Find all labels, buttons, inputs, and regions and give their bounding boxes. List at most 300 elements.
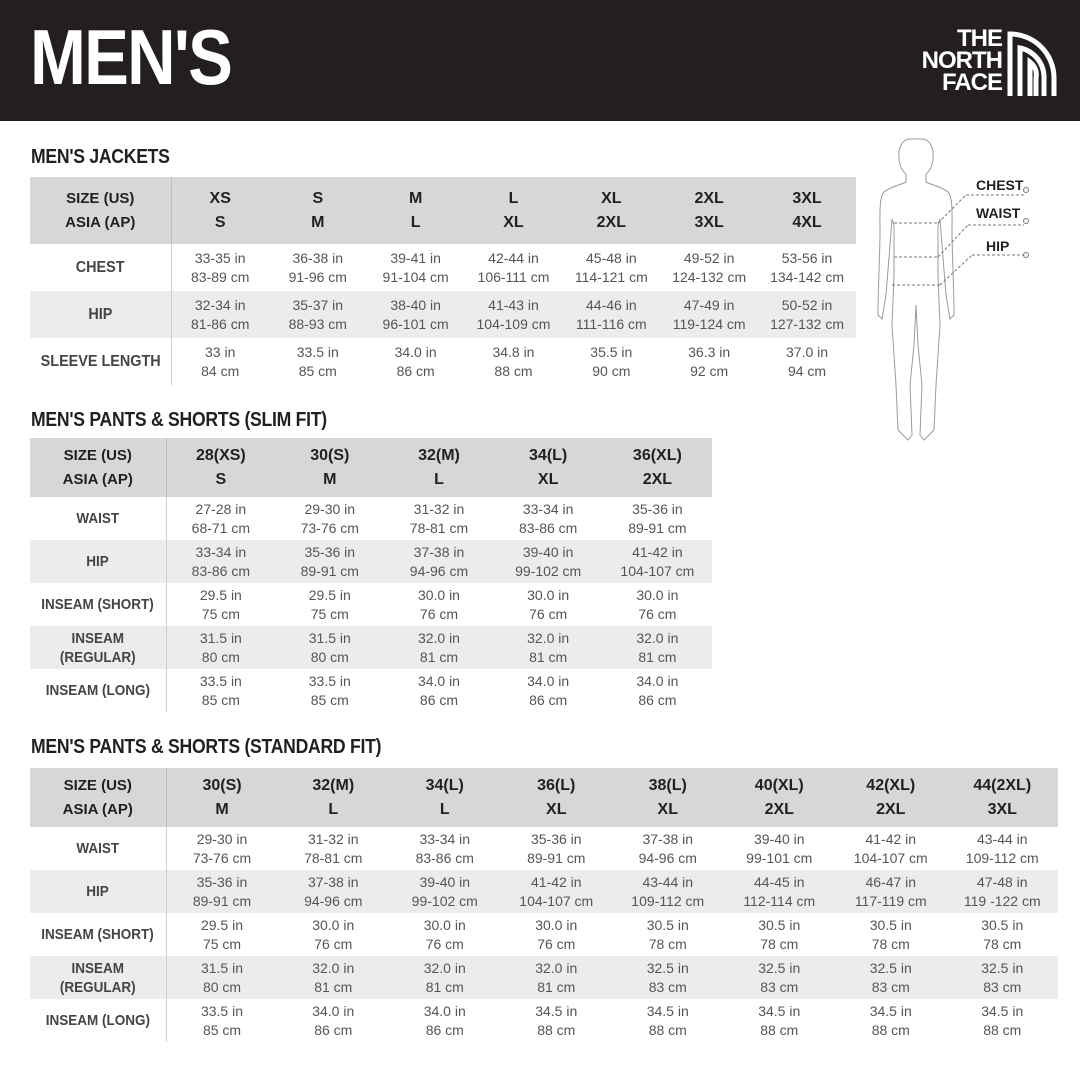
size-us: 40(XL) <box>754 776 804 794</box>
size-us: 30(S) <box>202 776 242 794</box>
measurement-inches: 41-42 in <box>865 830 917 847</box>
size-us: 28(XS) <box>195 446 246 464</box>
row-label <box>30 338 171 385</box>
measurement-cm: 78 cm <box>648 935 687 952</box>
table-row <box>30 583 712 626</box>
measurement-inches: 41-43 in <box>488 296 539 313</box>
row-label-text: INSEAM (REGULAR) <box>59 629 136 666</box>
measurement-cell <box>758 338 856 385</box>
measurement-inches: 31-32 in <box>413 500 465 517</box>
measurement-cell <box>612 827 724 870</box>
measurement-cell <box>275 540 384 583</box>
measurement-cell <box>465 244 563 291</box>
measurement-cell <box>384 583 493 626</box>
measurement-cm: 78-81 cm <box>304 849 363 866</box>
size-us: 44(2XL) <box>973 776 1032 794</box>
measurement-cell <box>494 626 603 669</box>
measurement-inches: 30.0 in <box>417 586 460 603</box>
measurement-cell <box>269 244 367 291</box>
size-ap: 3XL <box>987 800 1017 818</box>
measurement-cell <box>367 244 465 291</box>
measurement-cm: 124-132 cm <box>672 268 747 285</box>
measurement-inches: 37-38 in <box>307 873 359 890</box>
measurement-cell <box>278 870 390 913</box>
measurement-cm: 81 cm <box>537 978 576 995</box>
size-column-header <box>275 438 384 497</box>
measurement-cell <box>275 497 384 540</box>
measurement-inches: 42-44 in <box>488 249 539 266</box>
measurement-inches: 39-41 in <box>390 249 441 266</box>
size-us: 3XL <box>792 189 822 207</box>
size-column-header <box>835 768 947 827</box>
row-label <box>30 626 166 669</box>
measurement-inches: 32.0 in <box>636 629 679 646</box>
asia-ap-label: ASIA (AP) <box>62 800 133 818</box>
measurement-cm: 76 cm <box>537 935 576 952</box>
measurement-cm: 76 cm <box>425 935 464 952</box>
measurement-cm: 111-116 cm <box>575 315 647 332</box>
measurement-cm: 83-86 cm <box>518 519 578 536</box>
measurement-cm: 88 cm <box>648 1021 687 1038</box>
row-label-text: INSEAM (LONG) <box>45 1012 150 1029</box>
size-column-header <box>269 177 367 244</box>
measurement-inches: 32.0 in <box>527 629 570 646</box>
measurement-cm: 73-76 cm <box>300 519 359 536</box>
size-us: 30(S) <box>310 446 350 464</box>
measurement-cell <box>171 244 269 291</box>
measurement-inches: 32.0 in <box>417 629 460 646</box>
measurement-cm: 86 cm <box>425 1021 464 1038</box>
measurement-cell <box>166 497 275 540</box>
measurement-cell <box>166 870 278 913</box>
measurement-cm: 109-112 cm <box>631 892 705 909</box>
measurement-cm: 112-114 cm <box>743 892 816 909</box>
measurement-cell <box>494 540 603 583</box>
measurement-cell <box>384 669 493 712</box>
table-row <box>30 497 712 540</box>
measurement-cm: 78 cm <box>760 935 799 952</box>
asia-ap-label: ASIA (AP) <box>62 470 133 488</box>
size-ap: S <box>214 213 226 231</box>
table-row <box>30 870 1058 913</box>
measurement-inches: 27-28 in <box>195 500 247 517</box>
table-row <box>30 913 1058 956</box>
measurement-inches: 33-35 in <box>194 249 246 266</box>
measurement-cm: 104-107 cm <box>519 892 594 909</box>
measurement-cell <box>166 827 278 870</box>
measurement-cm: 80 cm <box>201 648 240 665</box>
size-ap: 4XL <box>792 213 822 231</box>
measurement-cell <box>603 540 712 583</box>
measurement-cell <box>501 827 613 870</box>
measurement-cell <box>603 583 712 626</box>
measurement-cell <box>166 999 278 1042</box>
measurement-inches: 33-34 in <box>522 500 574 517</box>
standard-fit-size-table <box>30 768 1059 1042</box>
measurement-inches: 36-38 in <box>292 249 344 266</box>
measurement-cell <box>724 827 836 870</box>
measurement-inches: 50-52 in <box>781 296 833 313</box>
measurement-inches: 32.0 in <box>535 959 578 976</box>
size-ap: 3XL <box>694 213 724 231</box>
measurement-cell <box>947 913 1059 956</box>
row-label-text: INSEAM (LONG) <box>45 682 150 699</box>
measurement-cm: 85 cm <box>202 1021 242 1038</box>
measurement-cm: 134-142 cm <box>770 268 844 285</box>
measurement-inches: 32.0 in <box>312 959 355 976</box>
measurement-cell <box>835 870 947 913</box>
measurement-cm: 85 cm <box>310 691 349 708</box>
measurement-cell <box>166 540 275 583</box>
measurement-cell <box>612 999 724 1042</box>
logo-line-3: FACE <box>941 69 1002 96</box>
size-header-label <box>30 438 166 497</box>
measurement-cm: 86 cm <box>419 691 459 708</box>
measurement-cell <box>724 913 836 956</box>
measurement-inches: 34.0 in <box>636 672 679 689</box>
measurement-cell <box>275 669 384 712</box>
size-us: 34(L) <box>425 776 464 794</box>
measurement-cell <box>275 583 384 626</box>
measurement-cm: 76 cm <box>314 935 353 952</box>
size-column-header <box>166 768 278 827</box>
measurement-inches: 35-36 in <box>530 830 582 847</box>
measurement-cm: 88 cm <box>871 1021 910 1038</box>
size-column-header <box>171 177 269 244</box>
measurement-inches: 33.5 in <box>296 343 339 360</box>
size-us: S <box>312 189 324 207</box>
row-label <box>30 669 166 712</box>
measurement-inches: 34.5 in <box>869 1002 912 1019</box>
size-ap: 2XL <box>876 800 906 818</box>
measurement-cm: 75 cm <box>201 605 240 622</box>
measurement-cm: 94-96 cm <box>409 562 469 579</box>
measurement-cell <box>494 669 603 712</box>
measurement-inches: 30.5 in <box>758 916 801 933</box>
measurement-cm: 94 cm <box>787 362 827 379</box>
measurement-cm: 81 cm <box>419 648 459 665</box>
measurement-cm: 89-91 cm <box>527 849 586 866</box>
measurement-inches: 32.5 in <box>869 959 912 976</box>
size-ap: S <box>215 470 227 488</box>
measurement-cell <box>501 956 613 999</box>
measurement-inches: 49-52 in <box>683 249 735 266</box>
size-us-label: SIZE (US) <box>63 446 132 464</box>
row-label-text: INSEAM (SHORT) <box>41 926 154 943</box>
size-ap: L <box>439 800 450 818</box>
size-column-header <box>166 438 275 497</box>
size-us-label: SIZE (US) <box>63 776 132 794</box>
measurement-cell <box>389 870 501 913</box>
measurement-cm: 94-96 cm <box>638 849 697 866</box>
measurement-cell <box>835 827 947 870</box>
measurement-cell <box>389 999 501 1042</box>
table-row <box>30 956 1058 999</box>
measurement-cm: 99-102 cm <box>411 892 478 909</box>
measurement-cm: 119 -122 cm <box>963 892 1041 909</box>
measurement-cell <box>835 913 947 956</box>
measurement-inches: 33 in <box>205 343 236 360</box>
measurement-cm: 91-96 cm <box>288 268 347 285</box>
measurement-cm: 88 cm <box>760 1021 799 1038</box>
size-column-header <box>612 768 724 827</box>
measurement-cm: 104-107 cm <box>620 562 695 579</box>
north-face-logo <box>906 26 1058 98</box>
size-ap: L <box>410 213 421 231</box>
measurement-inches: 29.5 in <box>308 586 351 603</box>
size-us: 34(L) <box>529 446 568 464</box>
size-ap: 2XL <box>764 800 794 818</box>
measurement-cell <box>947 827 1059 870</box>
measurement-cm: 76 cm <box>419 605 459 622</box>
measurement-cell <box>612 870 724 913</box>
size-column-header <box>603 438 712 497</box>
table-row <box>30 244 856 291</box>
measurement-inches: 31.5 in <box>200 959 244 976</box>
size-ap: 2XL <box>596 213 626 231</box>
measurement-cell <box>603 626 712 669</box>
jackets-section-title: MEN'S JACKETS <box>31 146 170 168</box>
measurement-cm: 85 cm <box>298 362 337 379</box>
measurement-inches: 44-46 in <box>586 296 637 313</box>
row-label-text: INSEAM (REGULAR) <box>59 959 136 996</box>
measurement-inches: 41-42 in <box>530 873 582 890</box>
size-ap: M <box>215 800 229 818</box>
size-column-header <box>501 768 613 827</box>
measurement-cm: 88 cm <box>494 362 533 379</box>
table-row <box>30 291 856 338</box>
measurement-inches: 39-40 in <box>522 543 574 560</box>
measurement-cell <box>501 913 613 956</box>
measurement-cell <box>278 913 390 956</box>
measurement-cm: 88 cm <box>983 1021 1022 1038</box>
waist-label: WAIST <box>976 205 1021 221</box>
size-us: L <box>508 189 519 207</box>
measurement-inches: 32.5 in <box>646 959 689 976</box>
measurement-cell <box>389 956 501 999</box>
measurement-inches: 34.8 in <box>492 343 535 360</box>
measurement-cm: 127-132 cm <box>770 315 844 332</box>
measurement-cm: 92 cm <box>690 362 729 379</box>
measurement-inches: 30.0 in <box>535 916 578 933</box>
measurement-cell <box>724 870 836 913</box>
measurement-cell <box>384 626 493 669</box>
measurement-cm: 81 cm <box>638 648 677 665</box>
measurement-cm: 78 cm <box>983 935 1022 952</box>
measurement-cm: 83 cm <box>648 978 687 995</box>
size-ap: 2XL <box>642 470 673 488</box>
measurement-cell <box>269 291 367 338</box>
table-row <box>30 338 856 385</box>
size-ap: XL <box>546 800 567 818</box>
row-label <box>30 540 166 583</box>
measurement-cm: 104-109 cm <box>476 315 551 332</box>
measurement-cm: 86 cm <box>314 1021 353 1038</box>
measurement-cell <box>171 338 269 385</box>
size-us: XL <box>601 189 622 207</box>
measurement-cell <box>166 956 278 999</box>
measurement-inches: 35.5 in <box>590 343 633 360</box>
measurement-inches: 30.5 in <box>869 916 912 933</box>
measurement-inches: 29-30 in <box>304 500 356 517</box>
body-measurement-figure <box>872 135 1062 447</box>
measurement-cm: 83 cm <box>760 978 799 995</box>
measurement-inches: 34.0 in <box>417 672 460 689</box>
size-column-header <box>758 177 856 244</box>
measurement-cell <box>166 626 275 669</box>
measurement-inches: 30.0 in <box>312 916 355 933</box>
measurement-cm: 83 cm <box>871 978 910 995</box>
size-header-label <box>30 177 171 244</box>
measurement-cell <box>660 291 758 338</box>
measurement-inches: 31.5 in <box>308 629 351 646</box>
size-ap: L <box>434 470 444 488</box>
row-label-text: SLEEVE LENGTH <box>40 353 161 370</box>
measurement-cell <box>389 913 501 956</box>
table-row <box>30 827 1058 870</box>
measurement-inches: 33.5 in <box>200 1002 244 1019</box>
jackets-size-table <box>30 177 856 385</box>
measurement-inches: 34.5 in <box>646 1002 689 1019</box>
measurement-cell <box>562 291 660 338</box>
measurement-cm: 83-86 cm <box>191 562 251 579</box>
measurement-cm: 99-102 cm <box>515 562 582 579</box>
measurement-cell <box>603 497 712 540</box>
measurement-inches: 34.5 in <box>758 1002 801 1019</box>
size-column-header <box>562 177 660 244</box>
measurement-cm: 114-121 cm <box>574 268 648 285</box>
measurement-inches: 35-36 in <box>632 500 683 517</box>
table-row <box>30 669 712 712</box>
measurement-cm: 86 cm <box>638 691 677 708</box>
measurement-cell <box>465 291 563 338</box>
measurement-inches: 29.5 in <box>200 916 244 933</box>
measurement-inches: 32.0 in <box>423 959 466 976</box>
row-label <box>30 870 166 913</box>
measurement-inches: 31-32 in <box>307 830 359 847</box>
slim-fit-section-title: MEN'S PANTS & SHORTS (SLIM FIT) <box>31 409 327 431</box>
measurement-cm: 68-71 cm <box>191 519 251 536</box>
measurement-cm: 78-81 cm <box>409 519 469 536</box>
size-us: 42(XL) <box>866 776 916 794</box>
measurement-cm: 89-91 cm <box>300 562 359 579</box>
row-label <box>30 583 166 626</box>
size-us: 38(L) <box>648 776 687 794</box>
row-label <box>30 956 166 999</box>
size-us: 32(M) <box>418 446 460 464</box>
table-row <box>30 999 1058 1042</box>
measurement-cell <box>384 497 493 540</box>
measurement-inches: 30.5 in <box>981 916 1024 933</box>
size-us: M <box>408 189 423 207</box>
measurement-cm: 119-124 cm <box>672 315 746 332</box>
measurement-inches: 30.0 in <box>423 916 466 933</box>
measurement-inches: 30.0 in <box>527 586 570 603</box>
measurement-cm: 91-104 cm <box>382 268 449 285</box>
measurement-cell <box>278 827 390 870</box>
size-ap: XL <box>537 470 559 488</box>
measurement-cm: 81 cm <box>314 978 353 995</box>
measurement-cm: 83-86 cm <box>415 849 474 866</box>
measurement-cell <box>562 338 660 385</box>
measurement-inches: 33-34 in <box>195 543 247 560</box>
row-label-text: HIP <box>86 553 109 570</box>
measurement-cm: 89-91 cm <box>628 519 687 536</box>
row-label <box>30 913 166 956</box>
measurement-inches: 35-36 in <box>196 873 248 890</box>
row-label-text: CHEST <box>75 259 125 276</box>
measurement-cell <box>278 999 390 1042</box>
north-face-half-dome-icon <box>1006 26 1058 96</box>
size-us: 36(L) <box>537 776 576 794</box>
measurement-cell <box>612 913 724 956</box>
measurement-cm: 76 cm <box>638 605 677 622</box>
row-label <box>30 999 166 1042</box>
measurement-cm: 83-89 cm <box>191 268 250 285</box>
measurement-cm: 75 cm <box>310 605 349 622</box>
measurement-cm: 80 cm <box>310 648 349 665</box>
measurement-inches: 37-38 in <box>642 830 694 847</box>
row-label <box>30 497 166 540</box>
measurement-cell <box>603 669 712 712</box>
measurement-cell <box>389 827 501 870</box>
measurement-cm: 88-93 cm <box>288 315 347 332</box>
size-ap: XL <box>657 800 678 818</box>
measurement-cell <box>660 244 758 291</box>
size-ap: M <box>311 213 325 231</box>
size-column-header <box>660 177 758 244</box>
measurement-cm: 104-107 cm <box>853 849 928 866</box>
size-header-label <box>30 768 166 827</box>
measurement-inches: 43-44 in <box>642 873 694 890</box>
measurement-cm: 86 cm <box>529 691 568 708</box>
row-label-text: WAIST <box>76 840 120 857</box>
measurement-inches: 35-36 in <box>304 543 356 560</box>
measurement-cm: 85 cm <box>201 691 240 708</box>
size-column-header <box>278 768 390 827</box>
measurement-cell <box>724 956 836 999</box>
measurement-cm: 86 cm <box>396 362 435 379</box>
measurement-cell <box>947 956 1059 999</box>
measurement-cm: 73-76 cm <box>192 849 252 866</box>
measurement-cell <box>367 338 465 385</box>
measurement-cell <box>758 291 856 338</box>
measurement-inches: 32-34 in <box>194 296 246 313</box>
size-column-header <box>494 438 603 497</box>
measurement-inches: 47-49 in <box>683 296 735 313</box>
measurement-inches: 37-38 in <box>413 543 465 560</box>
standard-fit-section-title: MEN'S PANTS & SHORTS (STANDARD FIT) <box>31 736 382 758</box>
size-us: 32(M) <box>312 776 355 794</box>
measurement-cell <box>562 244 660 291</box>
size-column-header <box>465 177 563 244</box>
measurement-cell <box>278 956 390 999</box>
row-label-text: HIP <box>86 883 109 900</box>
measurement-cm: 81 cm <box>425 978 464 995</box>
row-label <box>30 291 171 338</box>
size-column-header <box>724 768 836 827</box>
measurement-cm: 81-86 cm <box>191 315 250 332</box>
size-column-header <box>384 438 493 497</box>
measurement-cell <box>947 870 1059 913</box>
size-us-label: SIZE (US) <box>66 189 135 207</box>
logo-line-2: NORTH <box>921 47 1002 74</box>
measurement-inches: 33-34 in <box>419 830 471 847</box>
measurement-inches: 37.0 in <box>786 343 829 360</box>
measurement-inches: 30.5 in <box>646 916 689 933</box>
measurement-cm: 75 cm <box>202 935 242 952</box>
measurement-inches: 34.0 in <box>423 1002 466 1019</box>
